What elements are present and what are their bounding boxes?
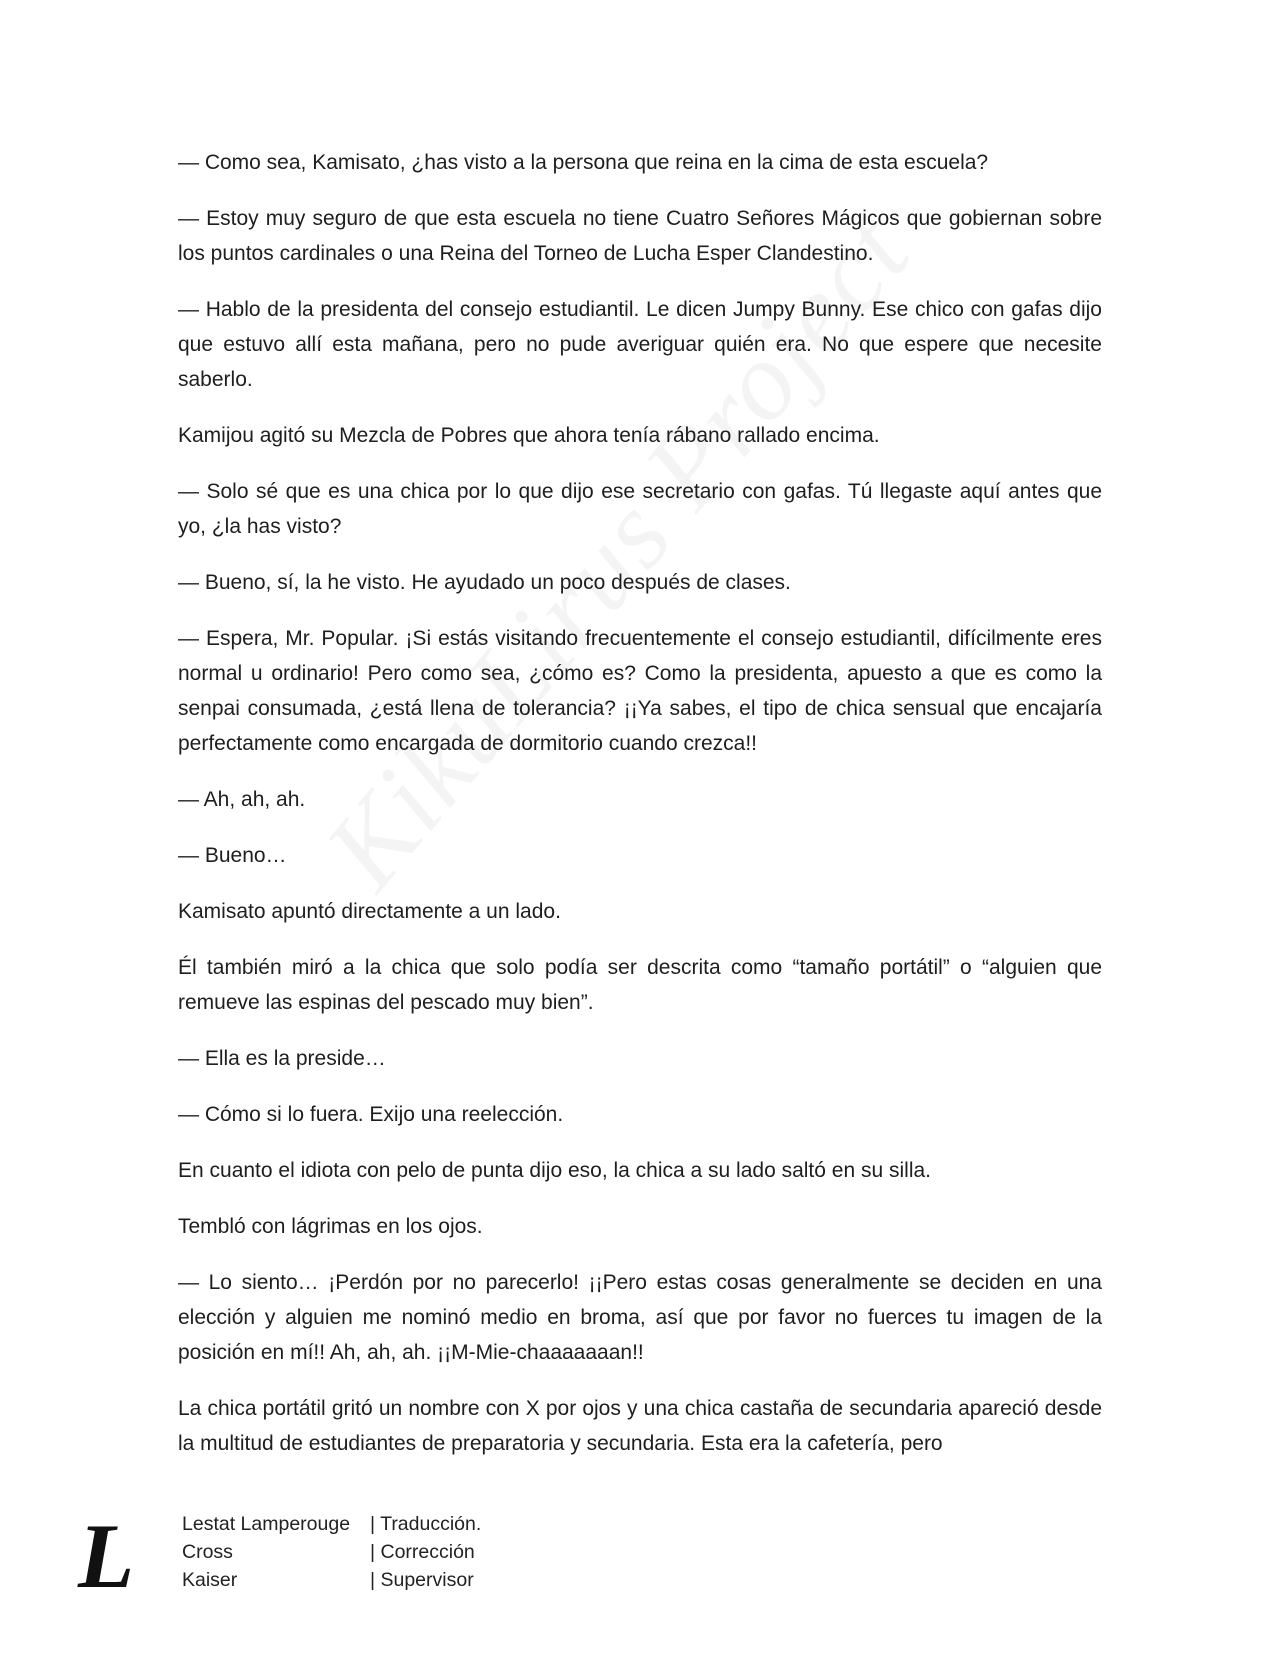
paragraph: — Espera, Mr. Popular. ¡Si estás visitando frecuentemente el consejo estudiantil, difícilmente eres normal u ordinario! Pero como sea, ¿cómo es? Como la presidenta, apuesto a que es como la senpai consumada, ¿está llena de tolerancia? ¡¡Ya sabes, el tipo de chica sensual que encajaría perfectamente como encargada de dormitorio cuando crezca!! — [178, 627, 1102, 755]
paragraph: Tembló con lágrimas en los ojos. — [178, 1215, 483, 1238]
l-logo-icon: L — [78, 1505, 135, 1607]
credit-row — [182, 1538, 481, 1566]
credit-role: | Supervisor — [370, 1569, 474, 1591]
paragraph: En cuanto el idiota con pelo de punta dijo eso, la chica a su lado saltó en su silla. — [178, 1159, 931, 1182]
credit-name: Lestat Lamperouge — [182, 1513, 351, 1535]
credit-name: Kaiser — [182, 1569, 238, 1591]
paragraph: — Ah, ah, ah. — [178, 788, 306, 811]
paragraph: — Solo sé que es una chica por lo que dijo ese secretario con gafas. Tú llegaste aquí antes que yo, ¿la has visto? — [178, 480, 1102, 538]
credit-role: | Corrección — [370, 1541, 475, 1563]
paragraph: — Bueno, sí, la he visto. He ayudado un poco después de clases. — [178, 571, 791, 594]
body-text — [178, 145, 1102, 1482]
credit-name: Cross — [182, 1541, 233, 1563]
credits — [182, 1510, 481, 1594]
paragraph: — Ella es la preside… — [178, 1047, 386, 1070]
paragraph: Él también miró a la chica que solo podía ser descrita como “tamaño portátil” o “alguien que remueve las espinas del pescado muy bien”. — [178, 956, 1102, 1014]
paragraph: — Cómo si lo fuera. Exijo una reelección. — [178, 1103, 564, 1126]
paragraph: — Bueno… — [178, 844, 287, 867]
credit-row — [182, 1566, 481, 1594]
paragraph: — Lo siento… ¡Perdón por no parecerlo! ¡¡Pero estas cosas generalmente se deciden en una elección y alguien me nominó medio en broma, así que por favor no fuerces tu imagen de la posición en mí!! Ah, ah, ah. ¡¡M-Mie-chaaaaaaan!! — [178, 1271, 1102, 1364]
paragraph: Kamijou agitó su Mezcla de Pobres que ahora tenía rábano rallado encima. — [178, 424, 880, 447]
paragraph: — Hablo de la presidenta del consejo estudiantil. Le dicen Jumpy Bunny. Ese chico con gafas dijo que estuvo allí esta mañana, pero no pude averiguar quién era. No que espere que necesite saberlo. — [178, 298, 1102, 391]
paragraph: — Como sea, Kamisato, ¿has visto a la persona que reina en la cima de esta escuela? — [178, 151, 989, 174]
paragraph: — Estoy muy seguro de que esta escuela no tiene Cuatro Señores Mágicos que gobiernan sobre los puntos cardinales o una Reina del Torneo de Lucha Esper Clandestino. — [178, 207, 1102, 265]
credit-role: | Traducción. — [370, 1513, 482, 1535]
paragraph: La chica portátil gritó un nombre con X por ojos y una chica castaña de secundaria apareció desde la multitud de estudiantes de preparatoria y secundaria. Esta era la cafetería, pero — [178, 1397, 1102, 1455]
credit-row — [182, 1510, 481, 1538]
paragraph: Kamisato apuntó directamente a un lado. — [178, 900, 561, 923]
